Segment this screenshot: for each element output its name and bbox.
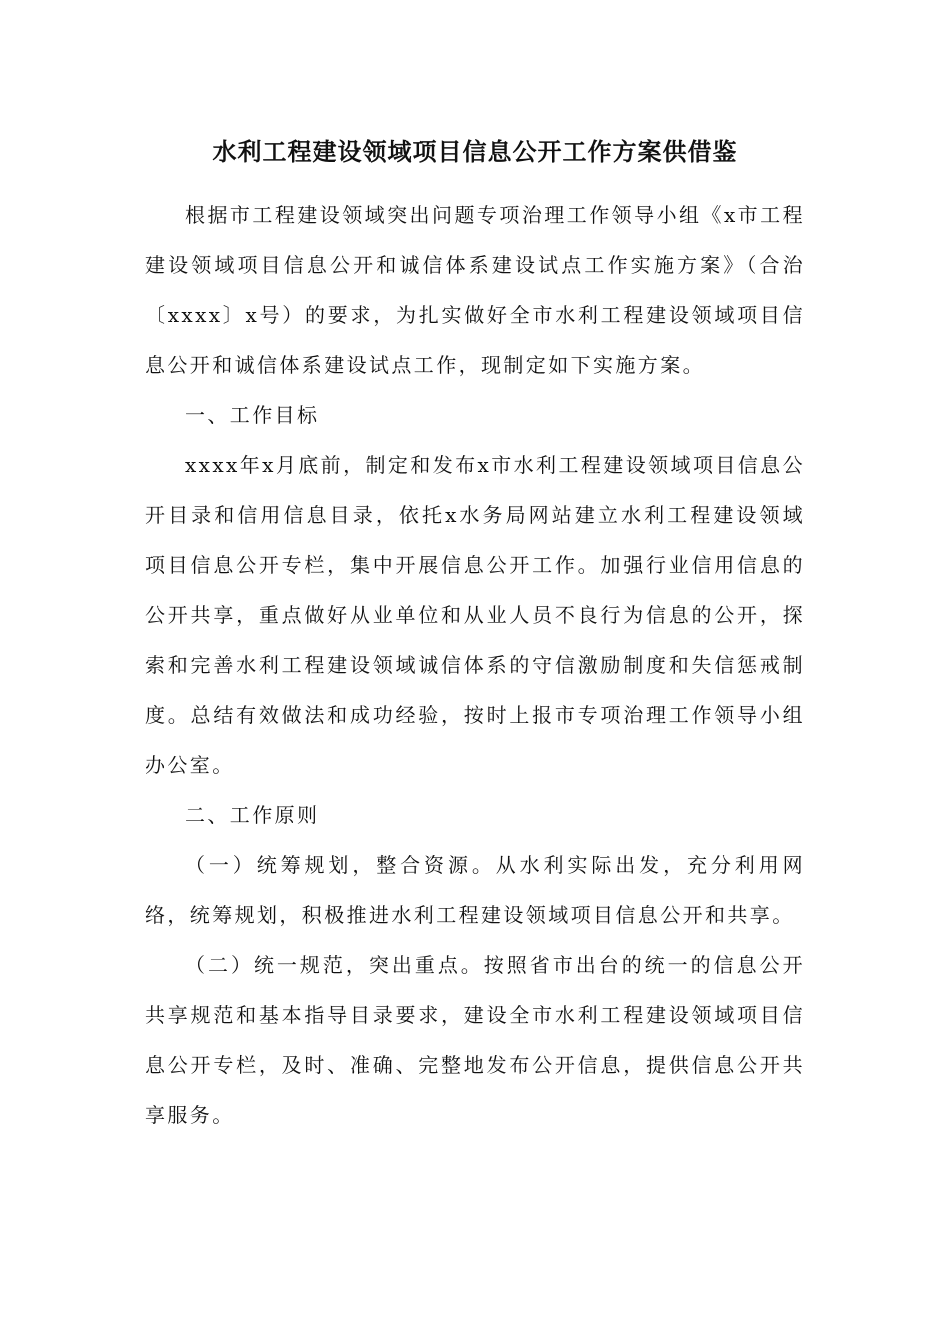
document-body [145, 190, 805, 1140]
principle-2-paragraph: （二）统一规范，突出重点。按照省市出台的统一的信息公开共享规范和基本指导目录要求，建设全市水利工程建设领域项目信息公开专栏，及时、准确、完整地发布公开信息，提供信息公开共享服务。 [145, 953, 805, 1127]
goals-paragraph: xxxx年x月底前，制定和发布x市水利工程建设领域项目信息公开目录和信用信息目录，依托x水务局网站建立水利工程建设领域项目信息公开专栏，集中开展信息公开工作。加强行业信用信息的公开共享，重点做好从业单位和从业人员不良行为信息的公开，探索和完善水利工程建设领域诚信体系的守信激励制度和失信惩戒制度。总结有效做法和成功经验，按时上报市专项治理工作领导小组办公室。 [145, 453, 805, 777]
principle-1-paragraph: （一）统筹规划，整合资源。从水利实际出发，充分利用网络，统筹规划，积极推进水利工程建设领域项目信息公开和共享。 [145, 853, 805, 927]
document-title: 水利工程建设领域项目信息公开工作方案供借鉴 [212, 138, 738, 166]
intro-paragraph: 根据市工程建设领域突出问题专项治理工作领导小组《x市工程建设领域项目信息公开和诚信体系建设试点工作实施方案》（合治〔xxxx〕x号）的要求，为扎实做好全市水利工程建设领域项目信息公开和诚信体系建设试点工作，现制定如下实施方案。 [145, 203, 805, 377]
section-heading-principles: 二、工作原则 [185, 803, 320, 827]
section-heading-goals: 一、工作目标 [185, 403, 320, 427]
